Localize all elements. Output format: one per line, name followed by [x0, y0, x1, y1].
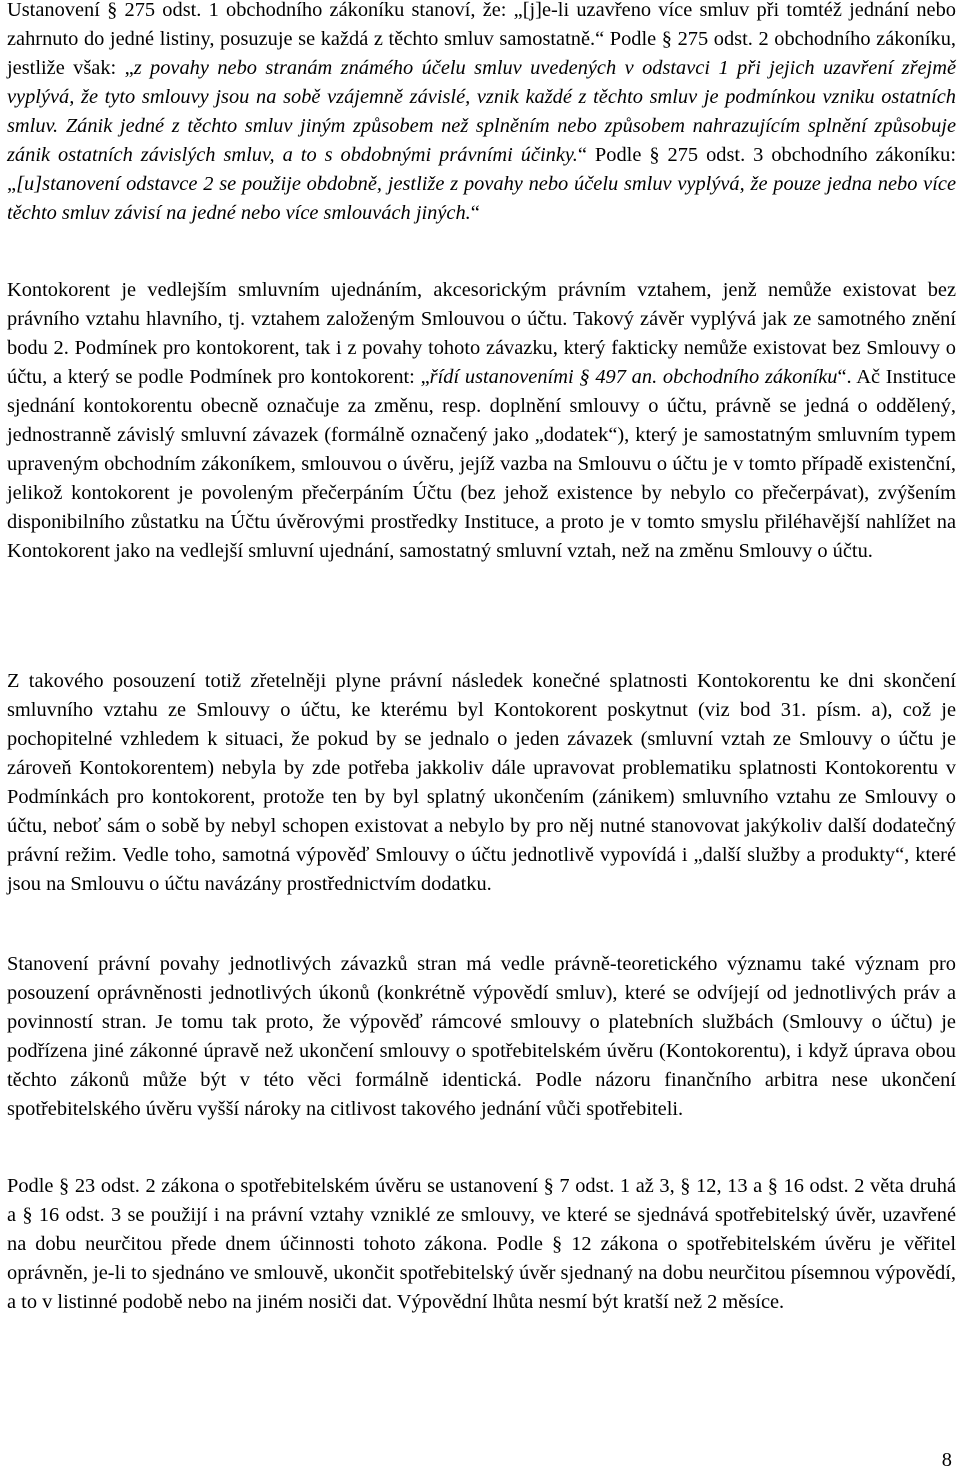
p5-segment-1: Podle § 23 odst. 2 zákona o spotřebitelském úvěru se ustanovení § 7 odst. 1 až 3, § 12, 13 a § 16 odst. 2 věta druhá a § 16 odst. 3 se použijí i na právní vztahy vzniklé ze smlouvy, ve které se sjednává spotřebitelský úvěr, uzavřené na dobu neurčitou přede dnem účinnosti tohoto zákona. Podle § 12 zákona o spotřebitelském úvěru je věřitel oprávněn, je-li to sjednáno ve smlouvě, ukončit spotřebitelský úvěr sjednaný na dobu neurčitou písemnou výpovědí, a to v listinné podobě nebo na jiném nosiči dat. Výpovědní lhůta nesmí být kratší než 2 měsíce. — [7, 1175, 956, 1313]
p1-segment-1: Ustanovení § 275 odst. 1 obchodního zákoníku stanoví, že: „[j]e-li uzavřeno více smluv při tomtéž jednání nebo zahrnuto do jedné listiny, posuzuje se každá z těchto smluv samostatně.“ Podle § 275 odst. 2 obchodního zákoníku, jestliže však: „ — [7, 0, 956, 79]
p4-segment-1: Stanovení právní povahy jednotlivých závazků stran má vedle právně-teoretického významu také význam pro posouzení oprávněnosti jednotlivých úkonů (konkrétně výpovědí smluv), které se odvíjejí od jednotlivých práv a povinností stran. Je tomu tak proto, že výpověď rámcové smlouvy o platebních službách (Smlouvy o účtu) je podřízena jiné zákonné úpravě než ukončení smlouvy o spotřebitelském úvěru (Kontokorentu), i když úprava obou těchto zákonů může být v této věci formálně identická. Podle názoru finančního arbitra nese ukončení spotřebitelského úvěru vyšší nároky na citlivost takového jednání vůči spotřebiteli. — [7, 953, 956, 1120]
p3-segment-1: Z takového posouzení totiž zřetelněji plyne právní následek konečné splatnosti Kontokorentu ke dni skončení smluvního vztahu ze Smlouvy o účtu, ke kterému byl Kontokorent poskytnut (viz bod 31. písm. a), což je pochopitelné vzhledem k situaci, že pokud by se jednalo o jeden závazek (smluvní vztah ze Smlouvy o účtu je zároveň Kontokorentem) nebyla by zde potřeba jakkoliv dále upravovat problematiku splatnosti Kontokorentu v Podmínkách pro kontokorent, protože ten by byl splatný ukončením (zánikem) smluvního vztahu ze Smlouvy o účtu, neboť sám o sobě by nebyl schopen existovat a nebylo by pro něj nutné stanovovat jakýkoliv další dodatečný právní režim. Vedle toho, samotná výpověď Smlouvy o účtu jednotlivě vypovídá i „další služby a produkty“, které jsou na Smlouvu o účtu navázány prostřednictvím dodatku. — [7, 670, 956, 895]
page-number: 8 — [941, 1449, 952, 1471]
paragraph-2 — [7, 276, 956, 566]
p1-segment-4-quote: [u]stanovení odstavce 2 se použije obdobně, jestliže z povahy nebo účelu smluv vyplývá, že pouze jedna nebo více těchto smluv závisí na jedné nebo více smlouvách jiných. — [7, 173, 956, 224]
p2-segment-3: “. Ač Instituce sjednání kontokorentu obecně označuje za změnu, resp. doplnění smlouvy o účtu, právně se jedná o oddělený, jednostranně závislý smluvní závazek (formálně označený jako „dodatek“), který je samostatným smluvním typem upraveným obchodním zákoníkem, smlouvou o úvěru, jejíž vazba na Smlouvu o účtu je v tomto případě existenční, jelikož kontokorent je povoleným přečerpáním Účtu (bez jehož existence by nebylo co přečerpávat), zvýšením disponibilního zůstatku na Účtu úvěrovými prostředky Instituce, a proto je v tomto smyslu přiléhavější nahlížet na Kontokorent jako na vedlejší smluvní ujednání, samostatný smluvní vztah, než na změnu Smlouvy o účtu. — [7, 366, 956, 562]
paragraph-1 — [7, 0, 956, 228]
p2-segment-1: Kontokorent je vedlejším smluvním ujednáním, akcesorickým právním vztahem, jenž nemůže existovat bez právního vztahu hlavního, tj. vztahem založeným Smlouvou o účtu. Takový závěr vyplývá jak ze samotného znění bodu 2. Podmínek pro kontokorent, tak i z povahy tohoto závazku, který fakticky nemůže existovat bez Smlouvy o účtu, a který se podle Podmínek pro kontokorent: „ — [7, 279, 956, 388]
p2-segment-2-quote: řídí ustanoveními § 497 an. obchodního zákoníku — [429, 366, 838, 388]
p1-segment-3: “ Podle § 275 odst. 3 obchodního zákoníku: „ — [7, 144, 956, 195]
paragraph-4 — [7, 950, 956, 1124]
p1-segment-2-quote: z povahy nebo stranám známého účelu smluv uvedených v odstavci 1 při jejich uzavření zřejmě vyplývá, že tyto smlouvy jsou na sobě vzájemně závislé, vznik každé z těchto smluv je podmínkou vzniku ostatních smluv. Zánik jedné z těchto smluv jiným způsobem než splněním nebo způsobem nahrazujícím splnění způsobuje zánik ostatních závislých smluv, a to s obdobnými právními účinky. — [7, 57, 956, 166]
paragraph-5 — [7, 1172, 956, 1317]
paragraph-3 — [7, 667, 956, 899]
p1-segment-5: “ — [470, 202, 480, 224]
